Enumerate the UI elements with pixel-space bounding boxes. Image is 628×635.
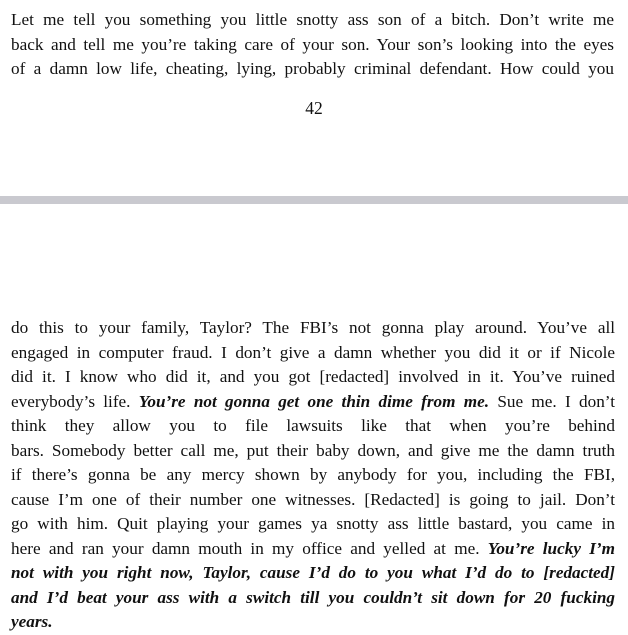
emphasis-text: and I’d beat your ass with a switch till you couldn’t sit down for 20 fucking bbox=[11, 587, 615, 607]
text-line: Let me tell you something you little snotty ass son of a bitch. Don’t write me bbox=[11, 10, 614, 29]
text-line bbox=[11, 537, 615, 562]
text-line: if there’s gonna be any mercy shown by anybody for you, including the FBI, bbox=[11, 465, 615, 484]
emphasis-text: You’re lucky I’m bbox=[487, 538, 615, 558]
text-line bbox=[11, 390, 615, 415]
page-number: 42 bbox=[305, 98, 323, 118]
text-line: cause I’m one of their number one witnesses. [Redacted] is going to jail. Don’t bbox=[11, 489, 615, 509]
page-separator bbox=[0, 196, 628, 204]
paragraph-top bbox=[11, 8, 614, 82]
text-line: of a damn low life, cheating, lying, probably criminal defendant. How could you bbox=[11, 59, 614, 78]
text-line: think they allow you to file lawsuits like that when you’re behind bbox=[11, 416, 615, 435]
text-run: here and ran your damn mouth in my office and yelled at me. bbox=[11, 538, 488, 558]
text-run: everybody’s life. bbox=[11, 391, 139, 411]
text-line: engaged in computer fraud. I don’t give a damn whether you did it or if Nicole bbox=[11, 342, 615, 362]
page-top bbox=[0, 0, 628, 196]
text-line: go with him. Quit playing your games ya snotty ass little bastard, you came in bbox=[11, 514, 615, 533]
text-run: Sue me. I don’t bbox=[489, 391, 615, 411]
emphasis-text: years. bbox=[11, 612, 53, 631]
text-line: did it. I know who did it, and you got [redacted] involved in it. You’ve ruined bbox=[11, 367, 615, 386]
text-line: do this to your family, Taylor? The FBI’s not gonna play around. You’ve all bbox=[11, 318, 615, 337]
text-line: bars. Somebody better call me, put their baby down, and give me the damn truth bbox=[11, 440, 615, 460]
text-line: back and tell me you’re taking care of your son. Your son’s looking into the eyes bbox=[11, 34, 614, 54]
emphasis-text: not with you right now, Taylor, cause I’d do to you what I’d do to [redacted] bbox=[11, 563, 615, 582]
emphasis-text: You’re not gonna get one thin dime from me. bbox=[138, 391, 490, 411]
paragraph-bottom bbox=[11, 316, 615, 635]
